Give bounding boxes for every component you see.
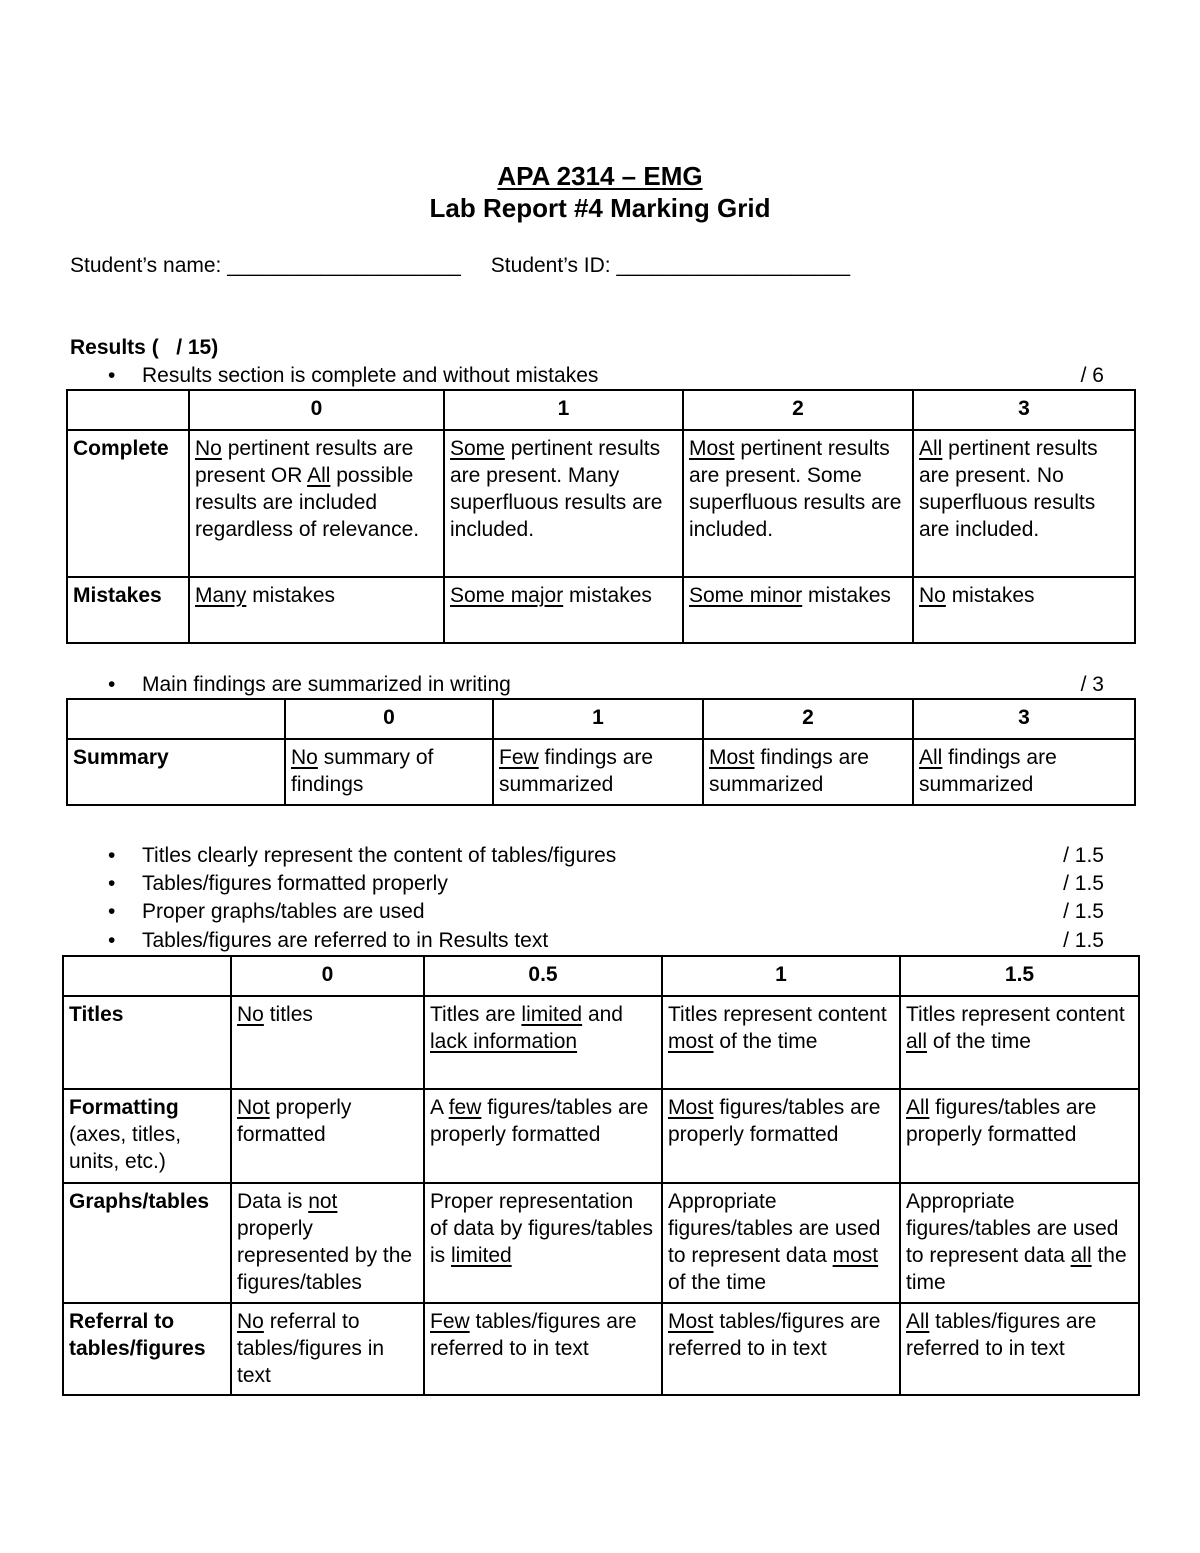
table-cell: Titles are limited and lack information: [424, 996, 662, 1089]
table-cell: No titles: [231, 996, 424, 1089]
table-cell: No summary of findings: [285, 739, 493, 805]
table-cell: Most pertinent results are present. Some superfluous results are included.: [683, 430, 913, 577]
bullet-score: / 1.5: [1063, 929, 1104, 952]
table-cell: Few tables/figures are referred to in text: [424, 1303, 662, 1395]
table-cell: Not properly formatted: [231, 1089, 424, 1183]
header-score-3: 3: [913, 390, 1135, 430]
row-label: Formatting (axes, titles, units, etc.): [63, 1089, 231, 1183]
table-header-row: [63, 956, 1139, 996]
table-cell: Most tables/figures are referred to in text: [662, 1303, 900, 1395]
bullet-text: Titles clearly represent the content of tables/figures: [142, 844, 617, 867]
tables-figures-table: [62, 955, 1140, 1396]
bullet-text: Tables/figures formatted properly: [142, 872, 448, 895]
bullet-icon: •: [108, 929, 116, 952]
table-cell: A few figures/tables are properly formatted: [424, 1089, 662, 1183]
header-empty: [63, 956, 231, 996]
document-title: Lab Report #4 Marking Grid: [429, 193, 771, 223]
student-name-field[interactable]: Student’s name: ____________________: [70, 254, 461, 277]
row-sublabel: (axes, titles, units, etc.): [69, 1123, 182, 1173]
table-row: [63, 1303, 1139, 1395]
table-cell: Most figures/tables are properly formatted: [662, 1089, 900, 1183]
header-score-2: 2: [683, 390, 913, 430]
bullet-text: Main findings are summarized in writing: [142, 673, 511, 696]
row-label: Referral to tables/figures: [63, 1303, 231, 1395]
table-cell: Some major mistakes: [444, 577, 683, 643]
bullet-text: Tables/figures are referred to in Results text: [142, 929, 549, 952]
table-cell: Some minor mistakes: [683, 577, 913, 643]
bullet-icon: •: [108, 844, 116, 867]
results-heading: Results ( / 15): [70, 336, 219, 359]
row-label: Complete: [67, 430, 189, 577]
bullet-score: / 6: [1080, 364, 1104, 387]
header-score-0: 0: [231, 956, 424, 996]
table-row: [67, 577, 1135, 643]
bullet-formatting: [108, 872, 1104, 900]
table-cell: Many mistakes: [189, 577, 444, 643]
row-label: Mistakes: [67, 577, 189, 643]
bullet-icon: •: [108, 673, 116, 696]
header-score-2: 2: [703, 699, 913, 739]
bullet-score: / 1.5: [1063, 844, 1104, 867]
table-cell: No referral to tables/figures in text: [231, 1303, 424, 1395]
bullet-text: Proper graphs/tables are used: [142, 900, 425, 923]
table-cell: All figures/tables are properly formatted: [900, 1089, 1139, 1183]
page-title: [0, 160, 1200, 224]
header-score-1-5: 1.5: [900, 956, 1139, 996]
summary-table: [66, 698, 1136, 806]
header-score-0-5: 0.5: [424, 956, 662, 996]
bullet-results-complete: [108, 364, 1104, 392]
header-empty: [67, 390, 189, 430]
table-cell: Proper representation of data by figures/tables is limited: [424, 1183, 662, 1303]
bullet-summary: [108, 673, 1104, 701]
bullet-referral: [108, 929, 1104, 957]
table-cell: Titles represent content all of the time: [900, 996, 1139, 1089]
bullet-score: / 1.5: [1063, 900, 1104, 923]
header-score-0: 0: [189, 390, 444, 430]
header-score-1: 1: [493, 699, 703, 739]
header-score-1: 1: [662, 956, 900, 996]
table-cell: Some pertinent results are present. Many superfluous results are included.: [444, 430, 683, 577]
table-row: [63, 1183, 1139, 1303]
bullet-text: Results section is complete and without mistakes: [142, 364, 599, 387]
bullet-icon: •: [108, 872, 116, 895]
table-header-row: [67, 390, 1135, 430]
bullet-graphs: [108, 900, 1104, 928]
student-id-field[interactable]: Student’s ID: ____________________: [490, 254, 851, 277]
table-cell: Data is not properly represented by the figures/tables: [231, 1183, 424, 1303]
table-cell: All findings are summarized: [913, 739, 1135, 805]
table-cell: All pertinent results are present. No superfluous results are included.: [913, 430, 1135, 577]
bullet-icon: •: [108, 900, 116, 923]
row-label: Titles: [63, 996, 231, 1089]
table-cell: No mistakes: [913, 577, 1135, 643]
bullet-icon: •: [108, 364, 116, 387]
bullet-score: / 1.5: [1063, 872, 1104, 895]
header-score-3: 3: [913, 699, 1135, 739]
header-score-0: 0: [285, 699, 493, 739]
results-complete-table: [66, 389, 1136, 644]
header-score-1: 1: [444, 390, 683, 430]
course-title: APA 2314 – EMG: [497, 161, 703, 191]
row-label: Summary: [67, 739, 285, 805]
student-info-line: [70, 254, 850, 278]
table-cell: Most findings are summarized: [703, 739, 913, 805]
row-label: Graphs/tables: [63, 1183, 231, 1303]
table-cell: Appropriate figures/tables are used to represent data all the time: [900, 1183, 1139, 1303]
table-cell: All tables/figures are referred to in text: [900, 1303, 1139, 1395]
bullet-titles: [108, 844, 1104, 872]
table-row: [67, 430, 1135, 577]
table-cell: No pertinent results are present OR All possible results are included regardless of relevance.: [189, 430, 444, 577]
bullet-score: / 3: [1080, 673, 1104, 696]
table-header-row: [67, 699, 1135, 739]
table-row: [67, 739, 1135, 805]
header-empty: [67, 699, 285, 739]
table-cell: Few findings are summarized: [493, 739, 703, 805]
table-cell: Titles represent content most of the time: [662, 996, 900, 1089]
table-row: [63, 1089, 1139, 1183]
table-row: [63, 996, 1139, 1089]
table-cell: Appropriate figures/tables are used to represent data most of the time: [662, 1183, 900, 1303]
